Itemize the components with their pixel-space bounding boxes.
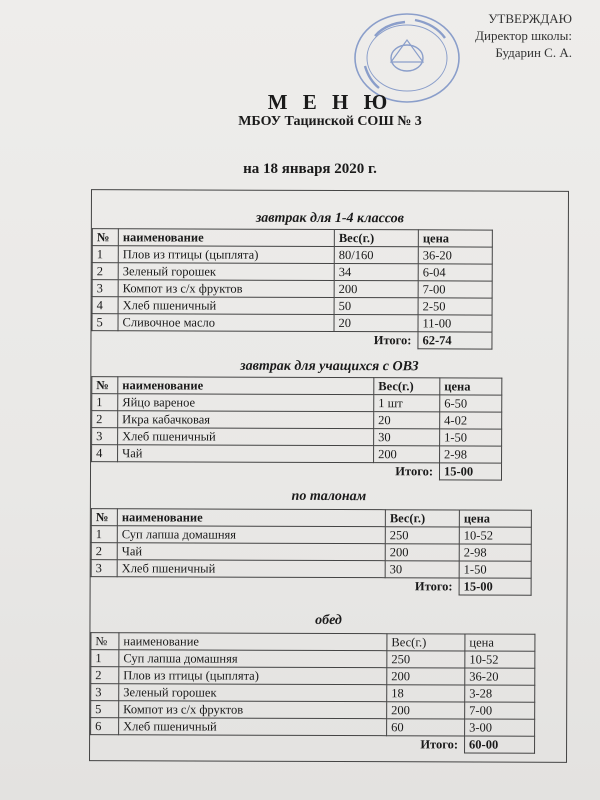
table-row [92, 411, 502, 429]
section-title: по талонам [291, 488, 367, 505]
section-title: завтрак для учащихся с ОВЗ [240, 358, 419, 375]
table-row [92, 246, 492, 264]
row-price: 1-50 [459, 561, 531, 578]
col-weight: Вес(г.) [334, 230, 418, 247]
col-name: наименование [119, 633, 387, 651]
row-weight: 18 [387, 685, 465, 702]
row-num: 5 [92, 314, 118, 331]
table-row [92, 297, 492, 315]
row-num: 4 [92, 297, 118, 314]
col-name: наименование [118, 229, 334, 247]
col-num: № [92, 229, 118, 246]
row-weight: 34 [334, 264, 418, 281]
approval-line-1: УТВЕРЖДАЮ [488, 11, 572, 26]
row-price: 6-50 [440, 395, 502, 412]
row-num: 3 [92, 428, 118, 445]
total-label: Итого: [414, 579, 453, 594]
table-row [92, 314, 492, 332]
row-name: Зеленый горошек [118, 263, 334, 281]
total-value: 15-00 [459, 578, 531, 595]
row-weight: 200 [385, 544, 459, 561]
row-name: Компот из с/х фруктов [118, 280, 334, 298]
table-header [92, 229, 492, 247]
approval-line-2: Директор школы: [475, 28, 572, 43]
row-name: Икра кабачковая [118, 411, 374, 429]
page-title: М Е Н Ю [267, 90, 393, 114]
row-price: 36-20 [465, 668, 535, 685]
row-price: 1-50 [440, 429, 502, 446]
table-row [92, 394, 502, 412]
row-num: 5 [91, 701, 119, 718]
menu-table [91, 376, 502, 480]
row-price: 2-50 [418, 298, 492, 315]
table-row [92, 263, 492, 281]
row-price: 2-98 [440, 446, 502, 463]
table-header [91, 633, 535, 652]
table-row [91, 650, 535, 669]
total-label: Итого: [373, 332, 412, 348]
row-price: 3-28 [465, 685, 535, 702]
row-name: Хлеб пшеничный [119, 718, 387, 736]
row-weight: 250 [387, 651, 465, 668]
row-price: 2-98 [459, 544, 531, 561]
row-weight: 250 [385, 527, 459, 544]
col-price: цена [418, 230, 492, 247]
row-name: Суп лапша домашняя [117, 526, 385, 544]
table-row [91, 701, 535, 720]
table-row [91, 560, 531, 579]
menu-date: на 18 января 2020 г. [243, 161, 377, 177]
total-row [91, 577, 531, 596]
row-price: 7-00 [418, 281, 492, 298]
row-name: Сливочное масло [118, 314, 334, 332]
col-price: цена [440, 378, 502, 395]
row-name: Чай [118, 445, 374, 463]
table-header [92, 377, 502, 395]
row-price: 4-02 [440, 412, 502, 429]
row-name: Суп лапша домашняя [119, 650, 387, 668]
row-weight: 20 [374, 412, 440, 429]
row-num: 2 [91, 667, 119, 684]
table-row [92, 445, 502, 463]
row-num: 3 [91, 560, 117, 577]
row-name: Плов из птицы (цыплята) [118, 246, 334, 264]
row-num: 4 [92, 445, 118, 462]
table-header [91, 509, 531, 528]
row-name: Зеленый горошек [119, 684, 387, 702]
table-row [92, 428, 502, 446]
row-weight: 1 шт [374, 395, 440, 412]
table-row [91, 526, 531, 545]
col-name: наименование [118, 377, 374, 395]
table-row [91, 684, 535, 703]
row-name: Чай [117, 543, 385, 561]
row-num: 1 [92, 246, 118, 263]
col-weight: Вес(г.) [387, 634, 465, 651]
table-row [91, 718, 535, 737]
total-row [91, 462, 501, 480]
school-name: МБОУ Тацинской СОШ № 3 [238, 114, 422, 129]
row-price: 10-52 [465, 651, 535, 668]
row-price: 11-00 [418, 315, 492, 332]
row-name: Хлеб пшеничный [118, 428, 374, 446]
section-title: завтрак для 1-4 классов [255, 210, 404, 227]
row-num: 2 [92, 411, 118, 428]
row-num: 1 [91, 526, 117, 543]
total-value: 60-00 [465, 736, 535, 753]
total-value: 62-74 [418, 332, 492, 349]
row-price: 3-00 [465, 719, 535, 736]
row-weight: 50 [334, 298, 418, 315]
row-num: 1 [92, 394, 118, 411]
row-weight: 60 [387, 719, 465, 736]
row-weight: 200 [374, 446, 440, 463]
row-weight: 30 [374, 429, 440, 446]
menu-table [91, 228, 492, 349]
row-num: 2 [92, 263, 118, 280]
row-num: 3 [91, 684, 119, 701]
col-price: цена [465, 634, 535, 651]
menu-table [90, 632, 535, 754]
total-label: Итого: [395, 463, 434, 479]
col-weight: Вес(г.) [374, 378, 440, 395]
table-row [91, 543, 531, 562]
row-weight: 200 [387, 668, 465, 685]
row-name: Яйцо вареное [118, 394, 374, 412]
row-price: 6-04 [418, 264, 492, 281]
row-name: Компот из с/х фруктов [119, 701, 387, 719]
row-num: 2 [91, 543, 117, 560]
col-weight: Вес(г.) [385, 510, 459, 527]
row-weight: 30 [385, 561, 459, 578]
total-value: 15-00 [439, 463, 501, 480]
col-price: цена [459, 510, 531, 527]
approval-block [475, 10, 572, 61]
menu-frame [89, 189, 569, 763]
row-price: 36-20 [418, 247, 492, 264]
row-num: 6 [91, 718, 119, 735]
row-weight: 20 [334, 315, 418, 332]
col-num: № [91, 509, 117, 526]
row-name: Хлеб пшеничный [117, 560, 385, 578]
row-price: 10-52 [459, 527, 531, 544]
table-row [92, 280, 492, 298]
section-title: обед [315, 612, 342, 629]
col-num: № [92, 377, 118, 394]
row-weight: 200 [334, 281, 418, 298]
total-row [92, 331, 492, 349]
approval-line-3: Бударин С. А. [495, 45, 572, 60]
row-weight: 200 [387, 702, 465, 719]
row-num: 3 [92, 280, 118, 297]
row-name: Плов из птицы (цыплята) [119, 667, 387, 685]
col-name: наименование [117, 509, 385, 527]
menu-table [91, 508, 532, 596]
row-name: Хлеб пшеничный [118, 297, 334, 315]
row-weight: 80/160 [334, 247, 418, 264]
total-row [91, 735, 535, 754]
row-num: 1 [91, 650, 119, 667]
table-row [91, 667, 535, 686]
total-label: Итого: [420, 737, 459, 752]
col-num: № [91, 633, 119, 650]
row-price: 7-00 [465, 702, 535, 719]
